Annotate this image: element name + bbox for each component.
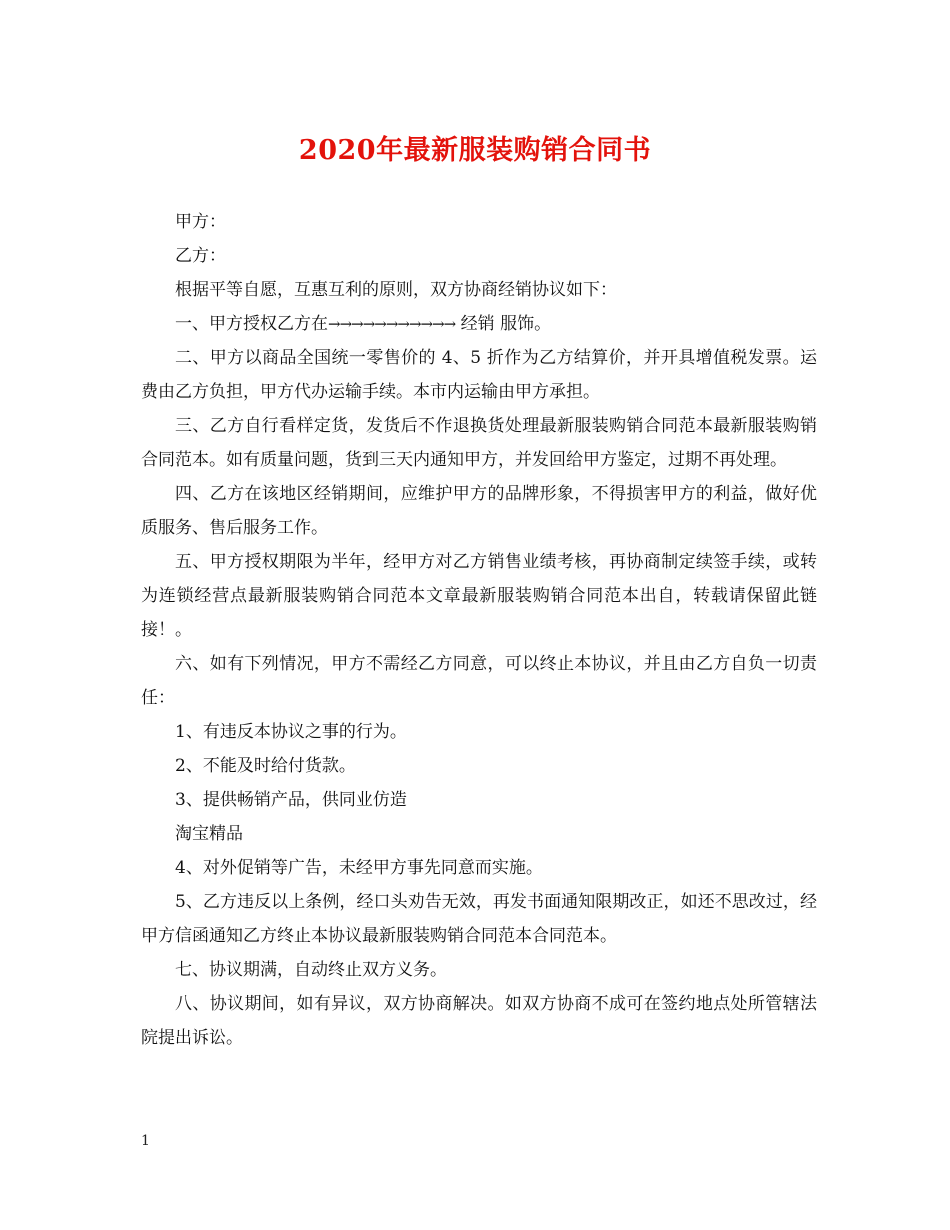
clause-1 [141,307,817,341]
clause-7: 七、协议期满，自动终止双方义务。 [175,960,447,980]
clause-6-item-1: 1、有违反本协议之事的行为。 [175,722,407,742]
document-title: 2020年最新服装购销合同书 [298,135,652,166]
clause-6-item-4: 4、对外促销等广告，未经甲方事先同意而实施。 [175,858,543,878]
clause-6: 六、如有下列情况，甲方不需经乙方同意，可以终止本协议，并且由乙方自负一切责任： [141,654,817,708]
clause-8: 八、协议期间，如有异议，双方协商解决。如双方协商不成可在签约地点处所管辖法院提出诉讼。 [141,994,817,1048]
clause-5: 五、甲方授权期限为半年，经甲方对乙方销售业绩考核，再协商制定续签手续，或转为连锁经营点最新服装购销合同范本文章最新服装购销合同范本出自，转载请保留此链接！。 [141,552,817,640]
clause-3: 三、乙方自行看样定货，发货后不作退换货处理最新服装购销合同范本最新服装购销合同范本。如有质量问题，货到三天内通知甲方，并发回给甲方鉴定，过期不再处理。 [141,416,817,470]
clause-1-text-end: 经销 服饰。 [455,314,552,334]
intro-paragraph: 根据平等自愿，互惠互利的原则，双方协商经销协议如下： [175,280,617,300]
clause-2: 二、甲方以商品全国统一零售价的 4、5 折作为乙方结算价，并开具增值税发票。运费由乙方负担，甲方代办运输手续。本市内运输由甲方承担。 [141,348,817,402]
clause-6-item-3: 3、提供畅销产品，供同业仿造 [175,790,407,810]
party-b-line: 乙方： [175,246,226,266]
arrow-fill-blank: →→→→→→→→→→→ [328,315,456,333]
party-a-line: 甲方： [175,212,226,232]
clause-6-item-3-note: 淘宝精品 [175,824,243,844]
clause-1-text: 一、甲方授权乙方在 [175,314,328,334]
clause-4: 四、乙方在该地区经销期间，应维护甲方的品牌形象，不得损害甲方的利益，做好优质服务、售后服务工作。 [141,484,817,538]
contract-body [141,205,817,1055]
clause-6-item-2: 2、不能及时给付货款。 [175,756,356,776]
clause-6-item-5: 5、乙方违反以上条例，经口头劝告无效，再发书面通知限期改正，如还不思改过，经甲方信函通知乙方终止本协议最新服装购销合同范本合同范本。 [141,892,817,946]
page-number: 1 [141,1133,150,1149]
